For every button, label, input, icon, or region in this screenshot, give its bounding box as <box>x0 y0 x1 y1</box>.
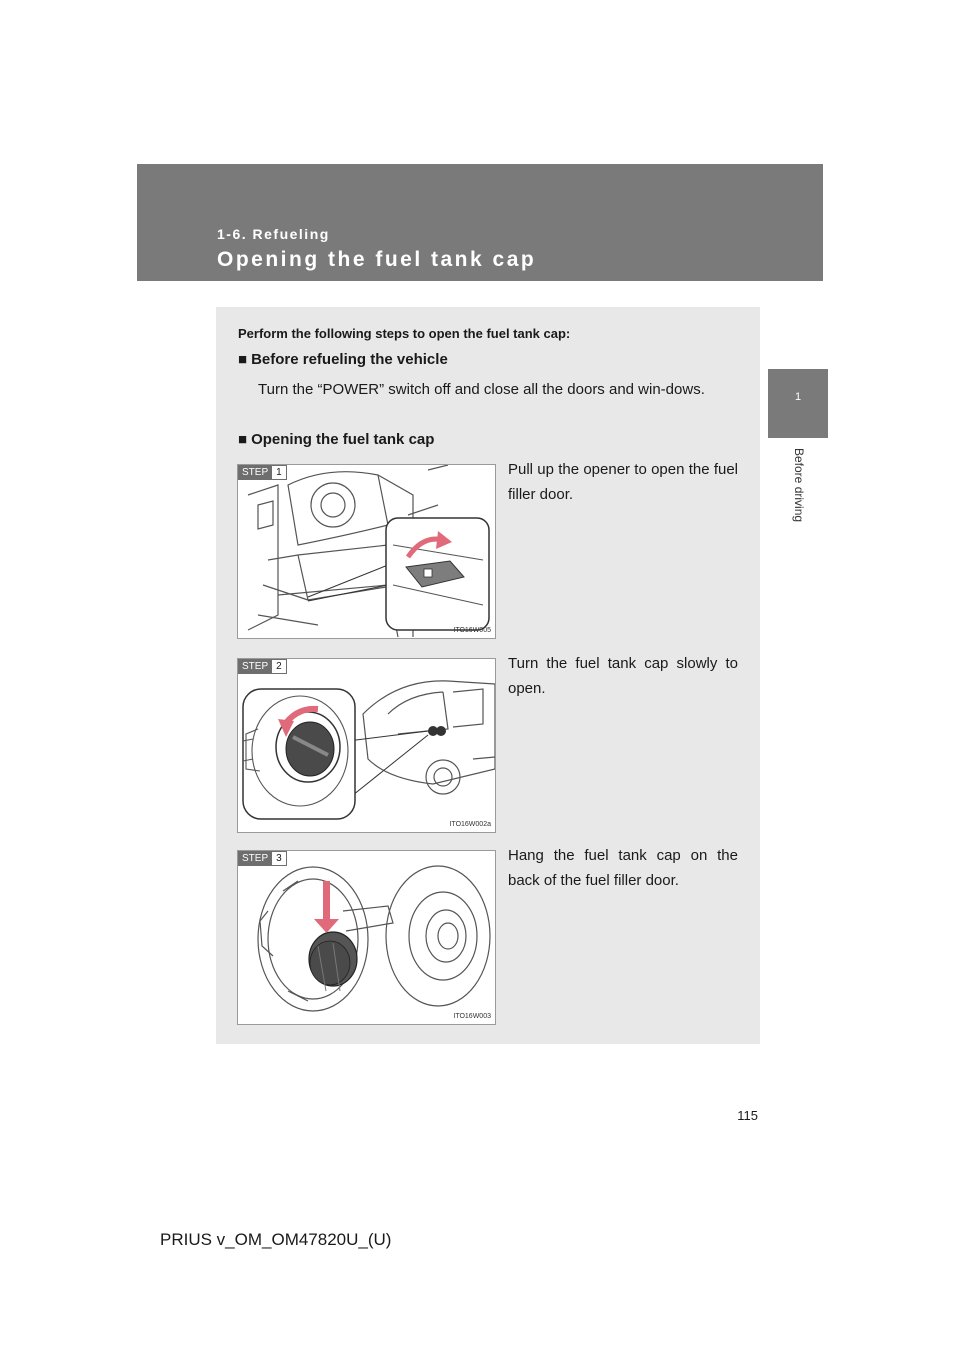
chapter-tab-label: Before driving <box>792 448 806 523</box>
document-id: PRIUS v_OM_OM47820U_(U) <box>160 1230 392 1249</box>
chapter-tab[interactable] <box>768 369 828 438</box>
step-1-figure-code: ITO16W005 <box>453 627 491 634</box>
bullet-square-icon: ■ <box>238 431 248 448</box>
header-band <box>137 164 823 281</box>
step-3-badge <box>238 851 287 866</box>
subhead-before-refueling-label: Before refueling the vehicle <box>251 351 448 368</box>
chapter-tab-number: 1 <box>794 391 802 403</box>
bullet-square-icon: ■ <box>238 351 248 368</box>
step-1-figure <box>237 464 496 639</box>
section-number: 1-6. Refueling <box>217 226 330 242</box>
step-1-badge <box>238 465 287 480</box>
step-2-label: STEP <box>238 659 272 674</box>
cap-hanging-illustration <box>238 851 495 1024</box>
subhead-opening-cap-label: Opening the fuel tank cap <box>251 431 435 448</box>
step-3-figure-code: ITO16W003 <box>453 1013 491 1020</box>
step-1-number: 1 <box>272 465 287 480</box>
page-number: 115 <box>737 1108 758 1123</box>
subhead-opening-cap <box>238 431 434 448</box>
step-2-badge <box>238 659 287 674</box>
step-2-number: 2 <box>272 659 287 674</box>
step-3-number: 3 <box>272 851 287 866</box>
step-2-text: Turn the fuel tank cap slowly to open. <box>508 655 738 697</box>
step-3-figure <box>237 850 496 1025</box>
subhead-before-refueling <box>238 351 448 368</box>
step-1-label: STEP <box>238 465 272 480</box>
chapter-tab-label-wrap <box>789 448 807 548</box>
content-box <box>216 307 760 1044</box>
step-3-label: STEP <box>238 851 272 866</box>
before-refueling-text: Turn the “POWER” switch off and close all the doors and win-dows. <box>258 381 705 398</box>
step-2-figure <box>237 658 496 833</box>
step-3-text: Hang the fuel tank cap on the back of the fuel filler door. <box>508 847 738 889</box>
fuel-cap-turn-illustration <box>238 659 495 832</box>
interior-opener-illustration <box>238 465 495 638</box>
intro-text: Perform the following steps to open the fuel tank cap: <box>238 326 571 341</box>
step-1-text: Pull up the opener to open the fuel filler door. <box>508 461 738 503</box>
step-2-figure-code: ITO16W002a <box>449 821 491 828</box>
page-title: Opening the fuel tank cap <box>217 248 537 271</box>
